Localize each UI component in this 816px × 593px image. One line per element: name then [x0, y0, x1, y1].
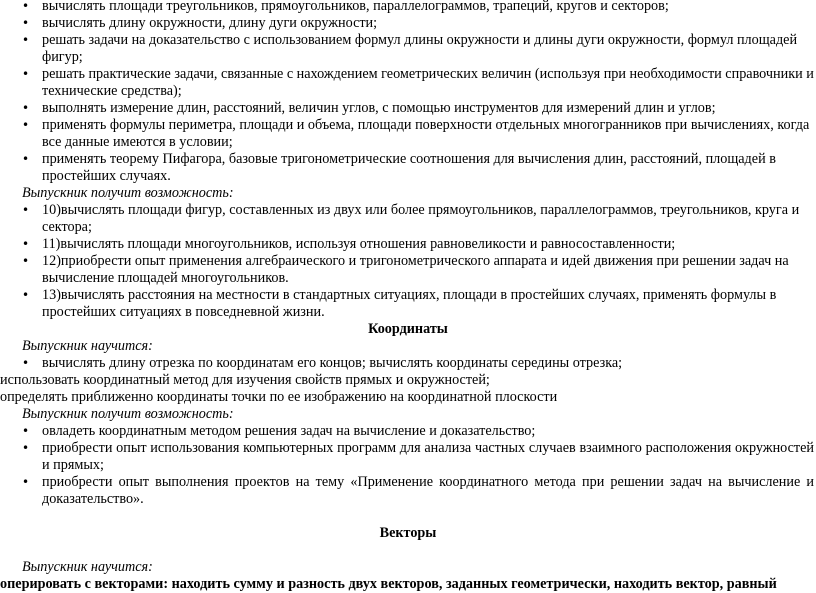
opportunity-list-coordinates	[0, 423, 816, 508]
section-heading-coordinates: Координаты	[368, 321, 448, 337]
learning-outcomes-list-areas	[0, 0, 816, 185]
paragraph-line: использовать координатный метод для изучения свойств прямых и окружностей;	[0, 372, 490, 388]
paragraph-line: определять приближенно координаты точки по ее изображению на координатной плоскости	[0, 389, 558, 405]
subheading-opportunity: Выпускник получит возможность:	[22, 185, 234, 201]
list-item: • решать задачи на доказательство с использованием формул длины окружности и длины дуги окружности, формул площадей фигур;	[0, 32, 816, 66]
list-item: • применять теорему Пифагора, базовые тригонометрические соотношения для вычисления длин, расстояний, площадей в простейших случаях.	[0, 151, 816, 185]
list-item: • применять формулы периметра, площади и объема, площади поверхности отдельных многогранников при вычислениях, когда все данные имеются в условии;	[0, 117, 816, 151]
paragraph-line: оперировать с векторами: находить сумму и разность двух векторов, заданных геометрически, находить вектор, равный	[0, 576, 777, 592]
opportunity-list-areas	[0, 202, 816, 321]
list-item: • вычислять площади треугольников, прямоугольников, параллелограммов, трапеций, кругов и секторов;	[0, 0, 816, 15]
subheading-will-learn: Выпускник научится:	[22, 559, 153, 575]
list-item: • вычислять длину отрезка по координатам его концов; вычислять координаты середины отрезка;	[0, 355, 816, 372]
list-item: • вычислять длину окружности, длину дуги окружности;	[0, 15, 816, 32]
subheading-will-learn: Выпускник научится:	[22, 338, 153, 354]
list-item: • овладеть координатным методом решения задач на вычисление и доказательство;	[0, 423, 816, 440]
subheading-opportunity: Выпускник получит возможность:	[22, 406, 234, 422]
list-item: • 10)вычислять площади фигур, составленных из двух или более прямоугольников, параллелограммов, треугольников, круга и сектора;	[0, 202, 816, 236]
section-heading-vectors: Векторы	[379, 525, 437, 541]
list-item: • выполнять измерение длин, расстояний, величин углов, с помощью инструментов для измерений длин и углов;	[0, 100, 816, 117]
list-item: • решать практические задачи, связанные с нахождением геометрических величин (используя при необходимости справочники и технические средства);	[0, 66, 816, 100]
learning-outcomes-list-coordinates	[0, 355, 816, 372]
list-item: • приобрести опыт использования компьютерных программ для анализа частных случаев взаимного расположения окружностей и прямых;	[0, 440, 816, 474]
list-item: • 13)вычислять расстояния на местности в стандартных ситуациях, площади в простейших случаях, применять формулы в простейших ситуациях в повседневной жизни.	[0, 287, 816, 321]
list-item: • 11)вычислять площади многоугольников, используя отношения равновеликости и равносоставленности;	[0, 236, 816, 253]
list-item: • приобрести опыт выполнения проектов на тему «Применение координатного метода при решении задач на вычисление и доказательство».	[0, 474, 816, 508]
list-item: • 12)приобрести опыт применения алгебраического и тригонометрического аппарата и идей движения при решении задач на вычисление площадей многоугольников.	[0, 253, 816, 287]
